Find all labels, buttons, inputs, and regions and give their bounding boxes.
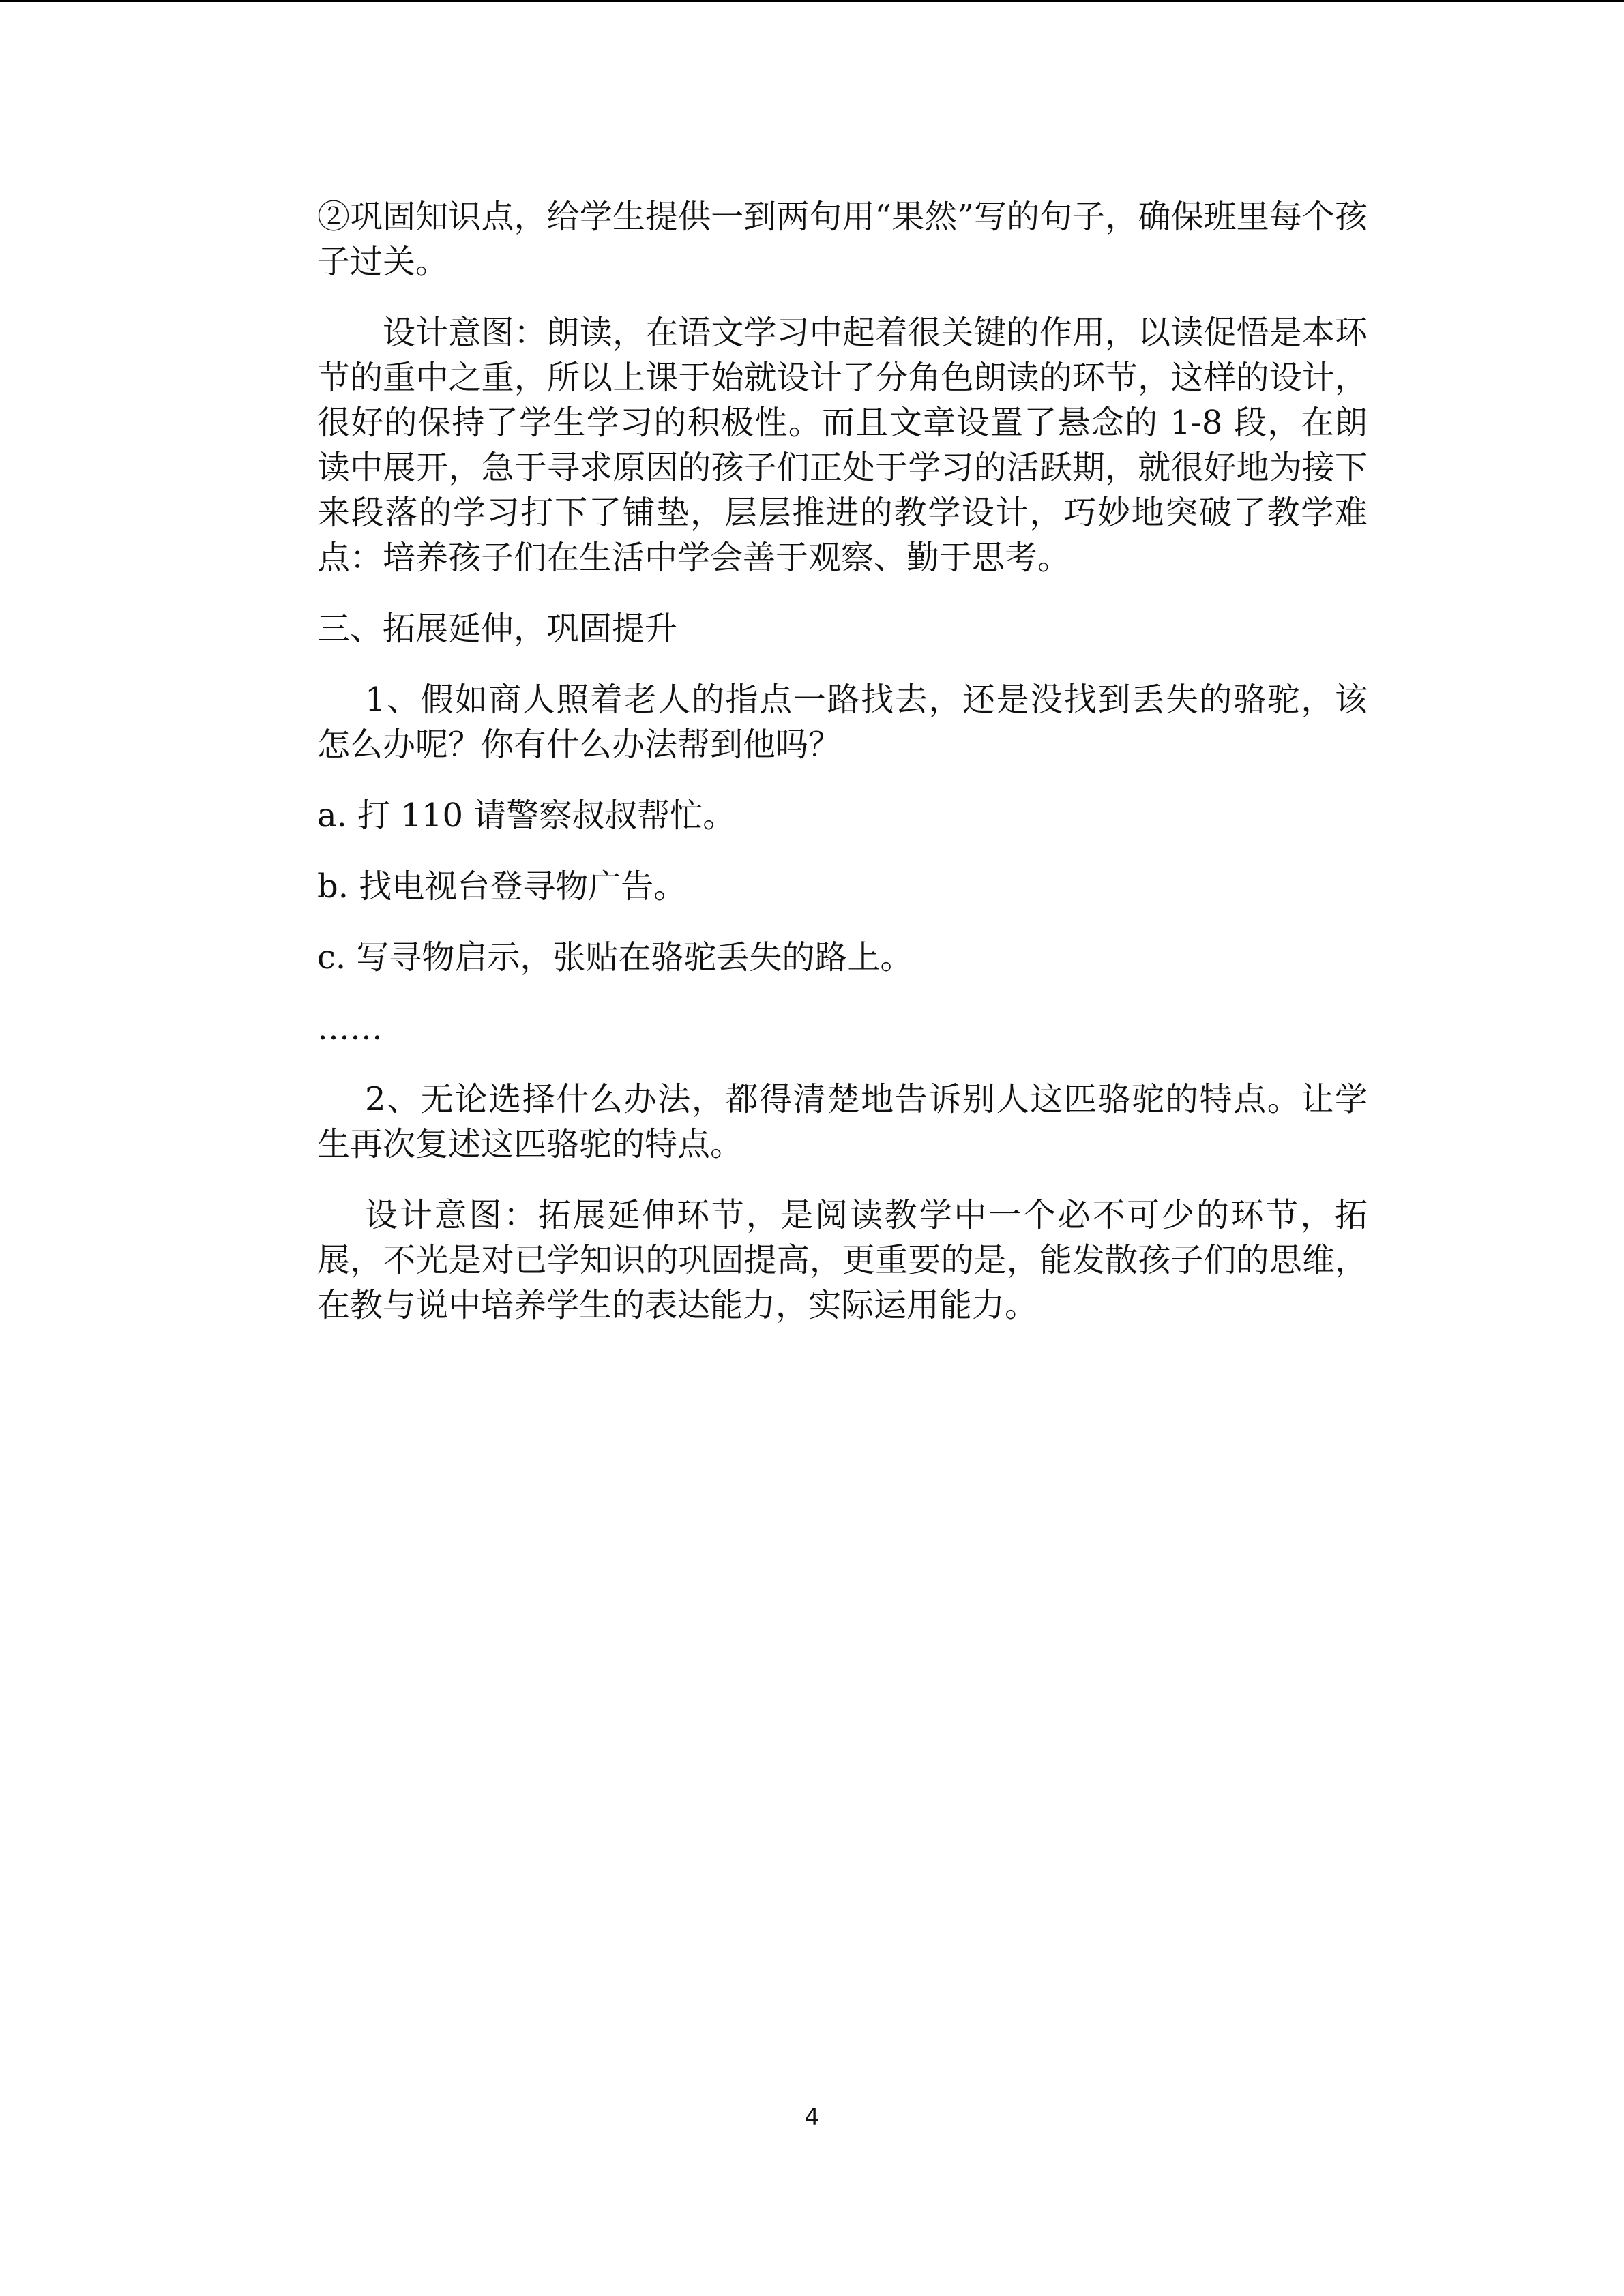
section-heading-extension: 三、拓展延伸，巩固提升 bbox=[317, 610, 678, 648]
page-number: 4 bbox=[804, 2104, 820, 2131]
paragraph-design-intent-reading: 设计意图：朗读，在语文学习中起着很关键的作用，以读促悟是本环节的重中之重，所以上课于始就设计了分角色朗读的环节，这样的设计，很好的保持了学生学习的积极性。而且文章设置了悬念的 1-8 段，在朗读中展开，急于寻求原因的孩子们正处于学习的活跃期，就很好地为接下来段落的学习打下了铺垫，层层推进的教学设计，巧妙地突破了教学难点：培养孩子们在生活中学会善于观察、勤于思考。 bbox=[317, 314, 1368, 577]
list-item-ellipsis: …… bbox=[317, 1009, 383, 1047]
paragraph-question-1: 1、假如商人照着老人的指点一路找去，还是没找到丢失的骆驼，该怎么办呢？你有什么办法帮到他吗？ bbox=[317, 681, 1368, 764]
list-item-a: a. 打 110 请警察叔叔帮忙。 bbox=[317, 796, 736, 835]
paragraph-consolidate-knowledge: ②巩固知识点，给学生提供一到两句用“果然”写的句子，确保班里每个孩子过关。 bbox=[317, 198, 1368, 281]
list-item-b: b. 找电视台登寻物广告。 bbox=[317, 867, 687, 906]
list-item-c: c. 写寻物启示，张贴在骆驼丢失的路上。 bbox=[317, 938, 913, 976]
paragraph-question-2: 2、无论选择什么办法，都得清楚地告诉别人这匹骆驼的特点。让学生再次复述这匹骆驼的特点。 bbox=[317, 1080, 1368, 1163]
page-body bbox=[317, 194, 1368, 1354]
paragraph-design-intent-extension: 设计意图：拓展延伸环节，是阅读教学中一个必不可少的环节，拓展，不光是对已学知识的巩固提高，更重要的是，能发散孩子们的思维，在教与说中培养学生的表达能力，实际运用能力。 bbox=[317, 1196, 1368, 1324]
